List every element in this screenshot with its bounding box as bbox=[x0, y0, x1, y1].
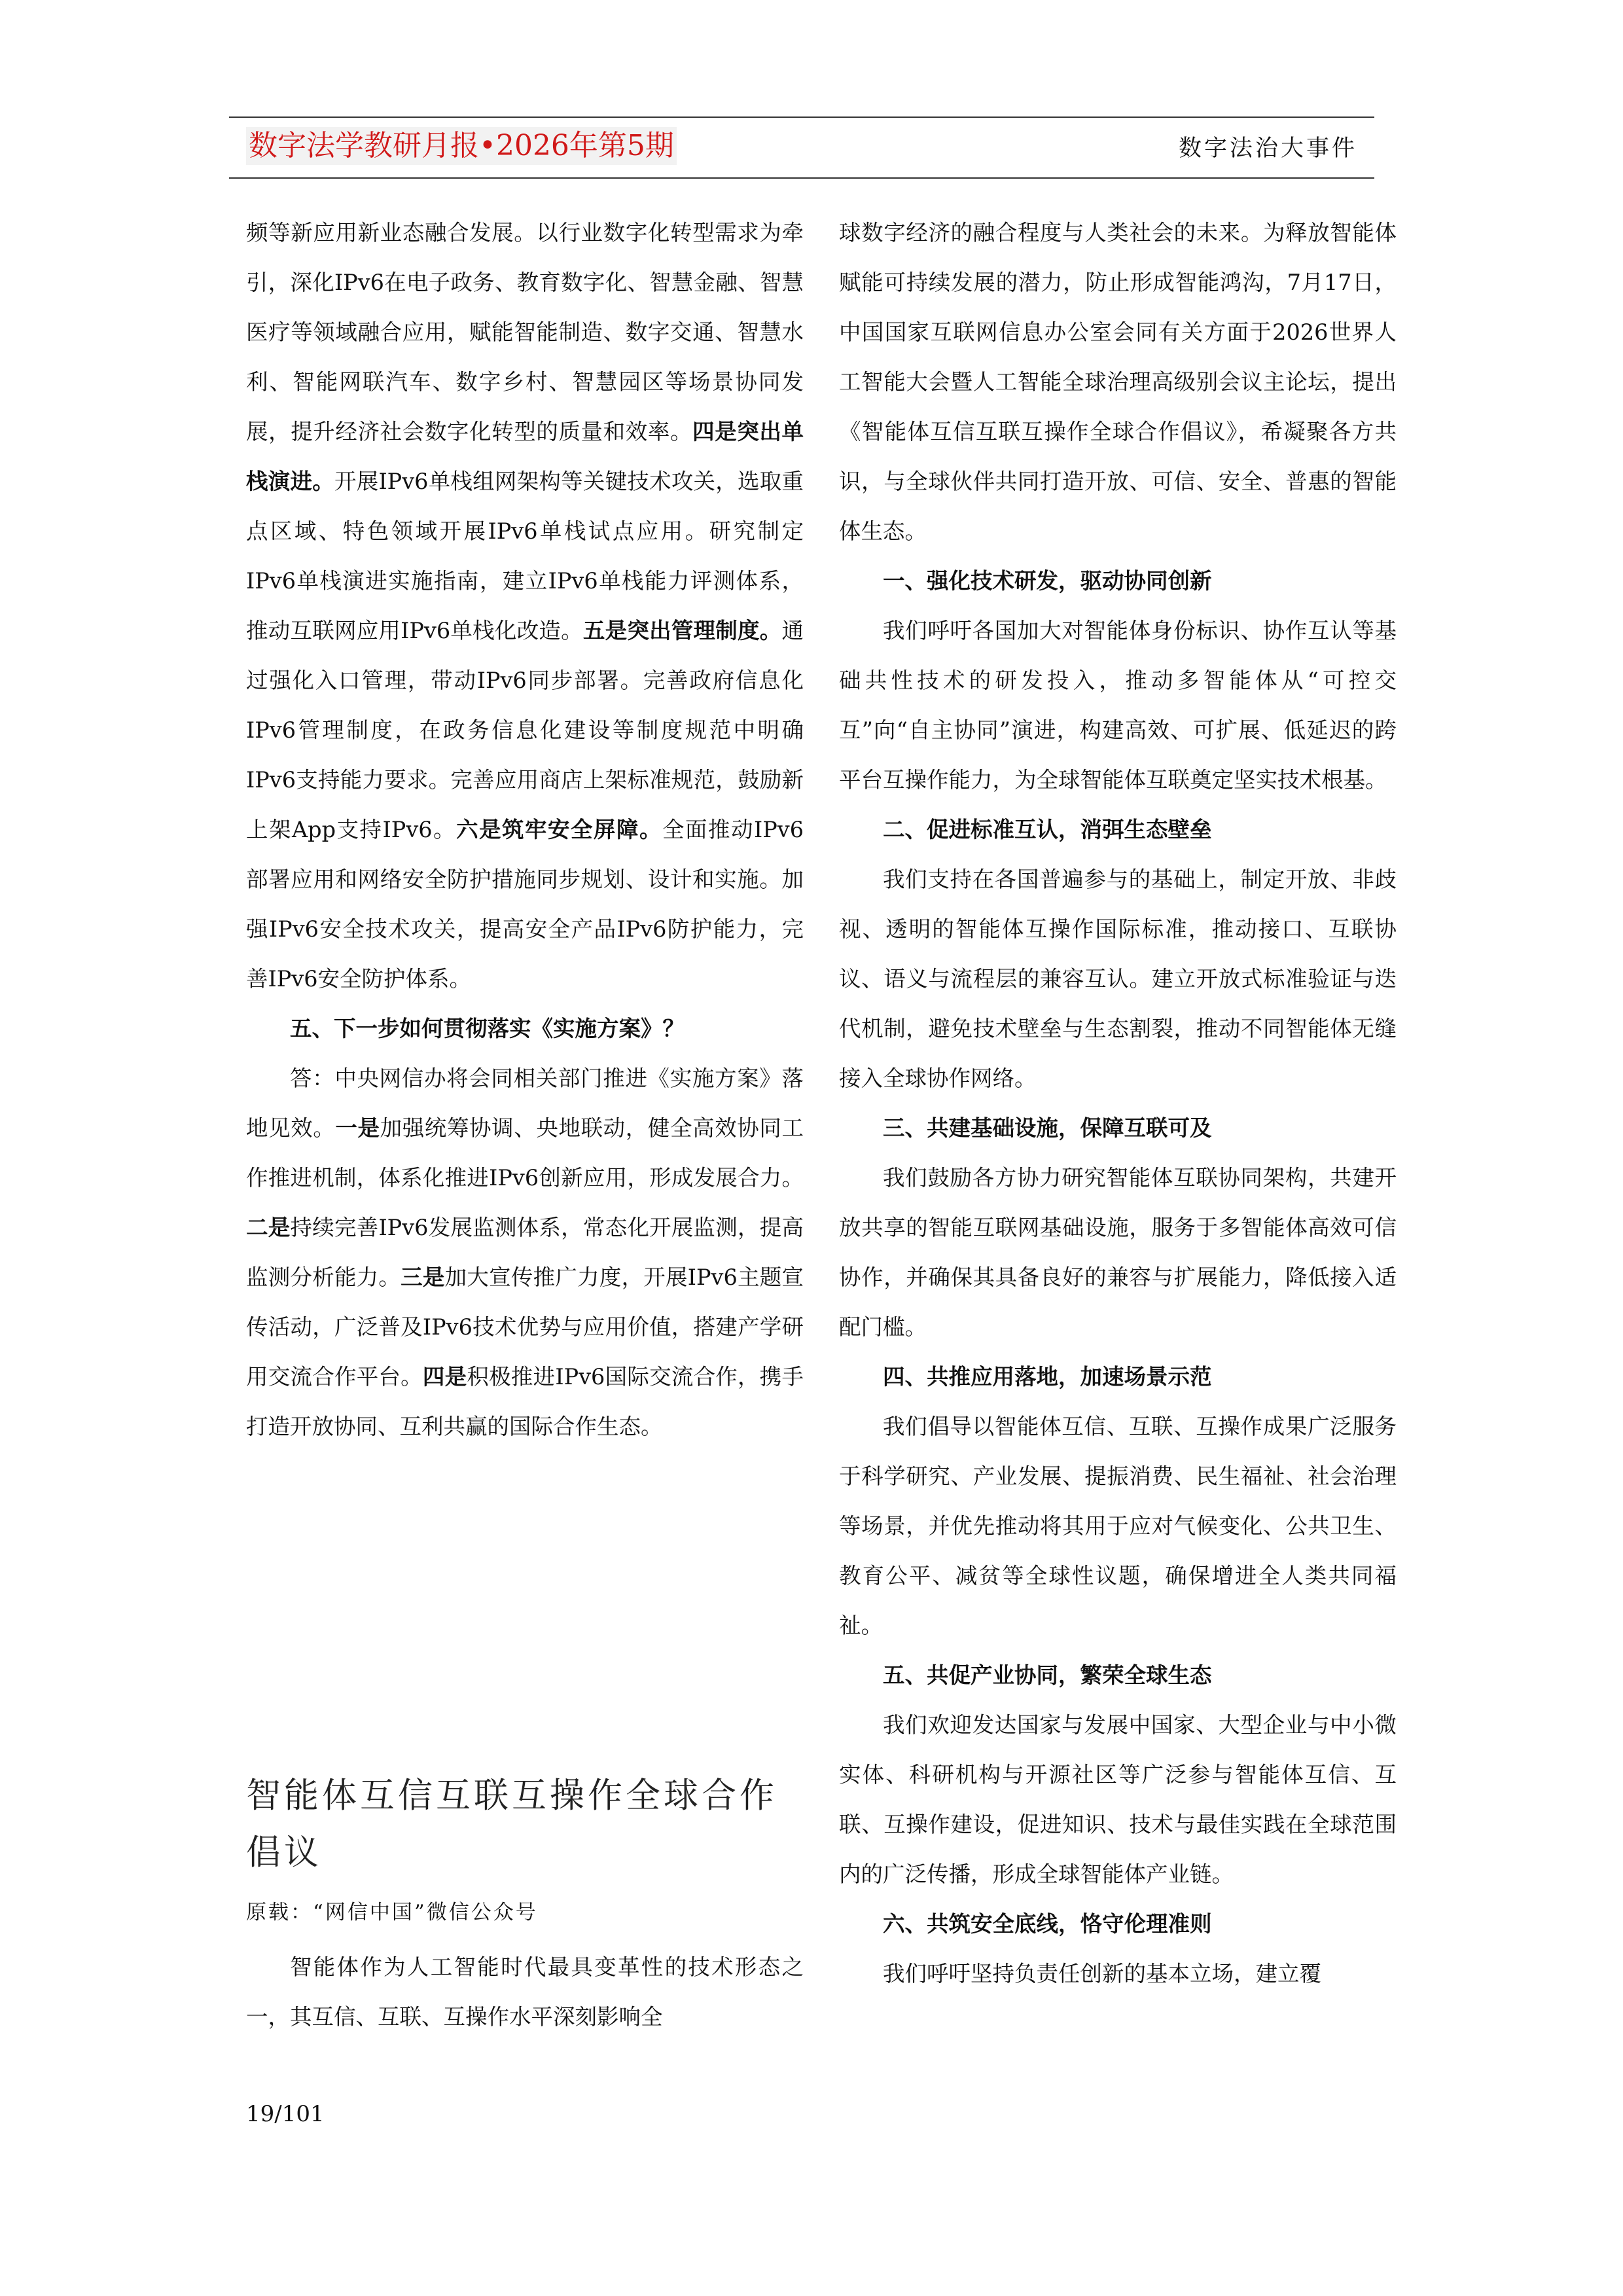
page-number: 19/101 bbox=[246, 2101, 325, 2127]
paragraph: 我们支持在各国普遍参与的基础上，制定开放、非歧视、透明的智能体互操作国际标准，推动接口、互联协议、语义与流程层的兼容互认。建立开放式标准验证与迭代机制，避免技术壁垒与生态割裂，推动不同智能体无缝接入全球协作网络。 bbox=[839, 867, 1397, 1091]
section-heading: 五、共促产业协同，繁荣全球生态 bbox=[883, 1662, 1212, 1688]
section-heading: 六、共筑安全底线，恪守伦理准则 bbox=[883, 1911, 1212, 1937]
section-heading: 二、促进标准互认，消弭生态壁垒 bbox=[883, 817, 1212, 842]
paragraph: 球数字经济的融合程度与人类社会的未来。为释放智能体赋能可持续发展的潜力，防止形成智能鸿沟，7月17日，中国国家互联网信息办公室会同有关方面于2026世界人工智能大会暨人工智能全球治理高级别会议主论坛，提出《智能体互信互联互操作全球合作倡议》，希凝聚各方共识，与全球伙伴共同打造开放、可信、安全、普惠的智能体生态。 bbox=[839, 220, 1397, 544]
section-heading: 一、强化技术研发，驱动协同创新 bbox=[883, 568, 1212, 594]
journal-title: 数字法学教研月报•2026年第5期 bbox=[246, 127, 677, 165]
section-heading: 四、共推应用落地，加速场景示范 bbox=[883, 1364, 1212, 1390]
paragraph: 我们欢迎发达国家与发展中国家、大型企业与中小微实体、科研机构与开源社区等广泛参与智能体互信、互联、互操作建设，促进知识、技术与最佳实践在全球范围内的广泛传播，形成全球智能体产业链。 bbox=[839, 1712, 1397, 1887]
paragraph: 我们鼓励各方协力研究智能体互联协同架构，共建开放共享的智能互联网基础设施，服务于多智能体高效可信协作，并确保其具备良好的兼容与扩展能力，降低接入适配门槛。 bbox=[839, 1165, 1397, 1340]
paragraph: 智能体作为人工智能时代最具变革性的技术形态之一，其互信、互联、互操作水平深刻影响全 bbox=[246, 1954, 804, 2030]
right-column bbox=[839, 208, 1397, 1999]
article-title: 智能体互信互联互操作全球合作倡议 bbox=[246, 1776, 777, 1873]
article-intro bbox=[246, 1943, 804, 2042]
section-title: 数字法治大事件 bbox=[1178, 135, 1357, 162]
paragraph: 我们呼吁坚持负责任创新的基本立场，建立覆 bbox=[883, 1961, 1321, 1986]
bold-lead: 四是突出单栈演进。 bbox=[246, 419, 804, 494]
page-header bbox=[229, 117, 1374, 179]
article-source: 原载：“网信中国”微信公众号 bbox=[246, 1901, 538, 1924]
section-heading: 三、共建基础设施，保障互联可及 bbox=[883, 1115, 1212, 1141]
question-heading: 五、下一步如何贯彻落实《实施方案》？ bbox=[290, 1016, 685, 1041]
answer-paragraph: 答：中央网信办将会同相关部门推进《实施方案》落地见效。一是加强统筹协调、央地联动，健全高效协同工作推进机制，体系化推进IPv6创新应用，形成发展合力。二是持续完善IPv6发展监测体系，常态化开展监测，提高监测分析能力。三是加大宣传推广力度，开展IPv6主题宣传活动，广泛普及IPv6技术优势与应用价值，搭建产学研用交流合作平台。四是积极推进IPv6国际交流合作，携手打造开放协同、互利共赢的国际合作生态。 bbox=[246, 1066, 804, 1439]
paragraph: 我们倡导以智能体互信、互联、互操作成果广泛服务于科学研究、产业发展、提振消费、民生福祉、社会治理等场景，并优先推动将其用于应对气候变化、公共卫生、教育公平、减贫等全球性议题，确保增进全人类共同福祉。 bbox=[839, 1414, 1397, 1638]
bold-lead: 六是筑牢安全屏障。 bbox=[456, 817, 663, 842]
paragraph: 频等新应用新业态融合发展。以行业数字化转型需求为牵引，深化IPv6在电子政务、教育数字化、智慧金融、智慧医疗等领域融合应用，赋能智能制造、数字交通、智慧水利、智能网联汽车、数字乡村、智慧园区等场景协同发展，提升经济社会数字化转型的质量和效率。四是突出单栈演进。开展IPv6单栈组网架构等关键技术攻关，选取重点区域、特色领域开展IPv6单栈试点应用。研究制定IPv6单栈演进实施指南，建立IPv6单栈能力评测体系，推动互联网应用IPv6单栈化改造。五是突出管理制度。通过强化入口管理，带动IPv6同步部署。完善政府信息化IPv6管理制度，在政务信息化建设等制度规范中明确IPv6支持能力要求。完善应用商店上架标准规范，鼓励新上架App支持IPv6。六是筑牢安全屏障。全面推动IPv6部署应用和网络安全防护措施同步规划、设计和实施。加强IPv6安全技术攻关，提高安全产品IPv6防护能力，完善IPv6安全防护体系。 bbox=[246, 220, 804, 992]
paragraph: 我们呼吁各国加大对智能体身份标识、协作互认等基础共性技术的研发投入，推动多智能体从“可控交互”向“自主协同”演进，构建高效、可扩展、低延迟的跨平台互操作能力，为全球智能体互联奠定坚实技术根基。 bbox=[839, 618, 1397, 793]
left-column bbox=[246, 208, 804, 1452]
bold-lead: 五是突出管理制度。 bbox=[582, 618, 782, 643]
